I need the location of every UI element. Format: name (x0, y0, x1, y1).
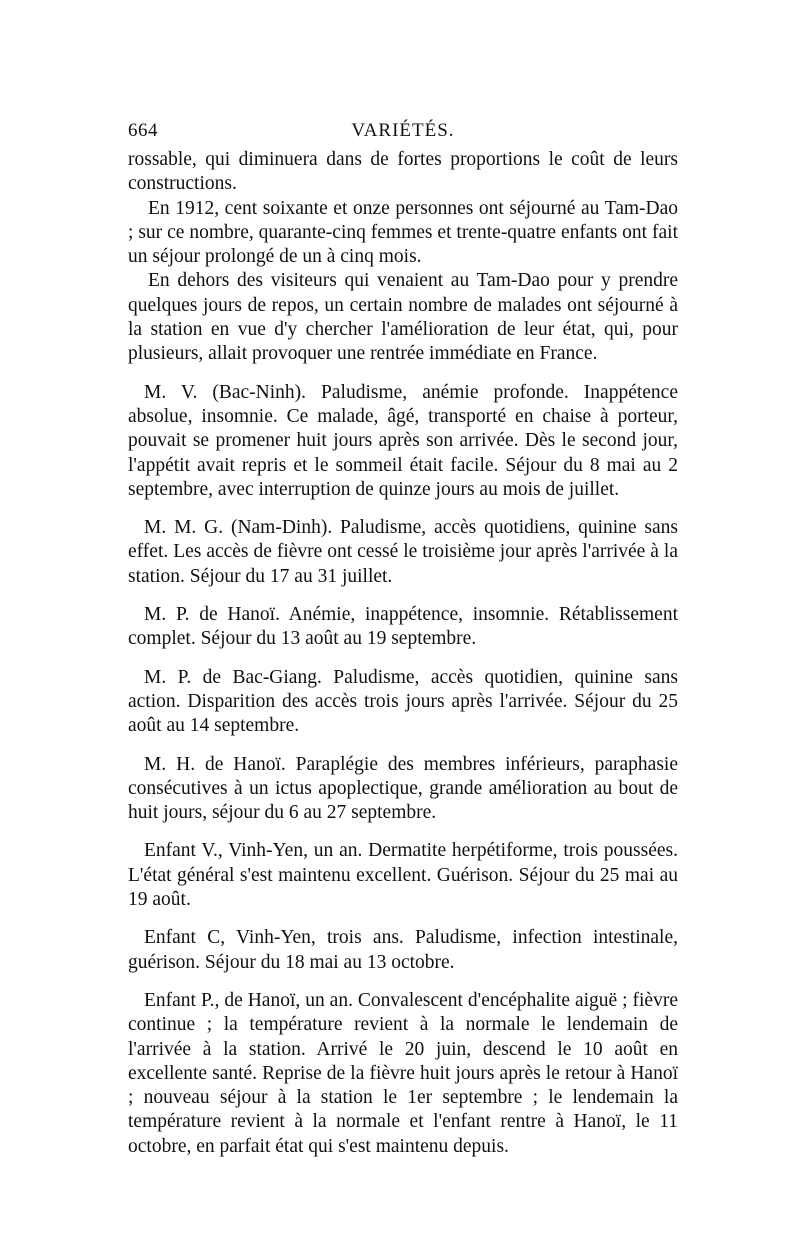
paragraph-continuation: rossable, qui diminuera dans de fortes proportions le coût de leurs constructions. (128, 149, 678, 195)
case-entry: M. H. de Hanoï. Paraplégie des membres inférieurs, paraphasie consécutives à un ictus apoplectique, grande amélioration au bout de huit jours, séjour du 6 au 27 septembre. (128, 753, 678, 824)
body-text (128, 148, 678, 1159)
case-entry: Enfant C, Vinh-Yen, trois ans. Paludisme, infection intestinale, guérison. Séjour du 18 mai au 13 octobre. (128, 927, 678, 973)
case-entry: Enfant V., Vinh-Yen, un an. Dermatite herpétiforme, trois poussées. L'état général s'est maintenu excellent. Guérison. Séjour du 25 mai au 19 août. (128, 840, 678, 911)
running-title: VARIÉTÉS. (351, 120, 455, 141)
page-header (128, 112, 678, 148)
document-page (128, 112, 678, 1159)
case-entry: M. V. (Bac-Ninh). Paludisme, anémie profonde. Inappétence absolue, insomnie. Ce malade, âgé, transporté en chaise à porteur, pouvait se promener huit jours après son arrivée. Dès le second jour, l'appétit avait repris et le sommeil était facile. Séjour du 8 mai au 2 septembre, avec interruption de quinze jours au mois de juillet. (128, 381, 678, 500)
case-entry: Enfant P., de Hanoï, un an. Convalescent d'encéphalite aiguë ; fièvre continue ; la température revient à la normale le lendemain de l'arrivée à la station. Arrivé le 20 juin, descend le 10 août en excellente santé. Reprise de la fièvre huit jours après le retour à Hanoï ; nouveau séjour à la station le 1er septembre ; le lendemain la température revient à la normale et l'enfant rentre à Hanoï, le 11 octobre, en parfait état qui s'est maintenu depuis. (128, 989, 678, 1157)
page-number: 664 (128, 120, 158, 141)
paragraph-patients-intro: En dehors des visiteurs qui venaient au Tam-Dao pour y prendre quelques jours de repos, un certain nombre de malades ont séjourné à la station en vue d'y chercher l'amélioration de leur état, qui, pour plusieurs, allait provoquer une rentrée immédiate en France. (128, 270, 678, 365)
paragraph-visitors-1912: En 1912, cent soixante et onze personnes ont séjourné au Tam-Dao ; sur ce nombre, quarante-cinq femmes et trente-quatre enfants ont fait un séjour prolongé de un à cinq mois. (128, 197, 678, 268)
case-entry: M. P. de Hanoï. Anémie, inappétence, insomnie. Rétablissement complet. Séjour du 13 août au 19 septembre. (128, 604, 678, 650)
case-entry: M. P. de Bac-Giang. Paludisme, accès quotidien, quinine sans action. Disparition des accès trois jours après l'arrivée. Séjour du 25 août au 14 septembre. (128, 666, 678, 737)
case-entry: M. M. G. (Nam-Dinh). Paludisme, accès quotidiens, quinine sans effet. Les accès de fièvre ont cessé le troisième jour après l'arrivée à la station. Séjour du 17 au 31 juillet. (128, 517, 678, 587)
